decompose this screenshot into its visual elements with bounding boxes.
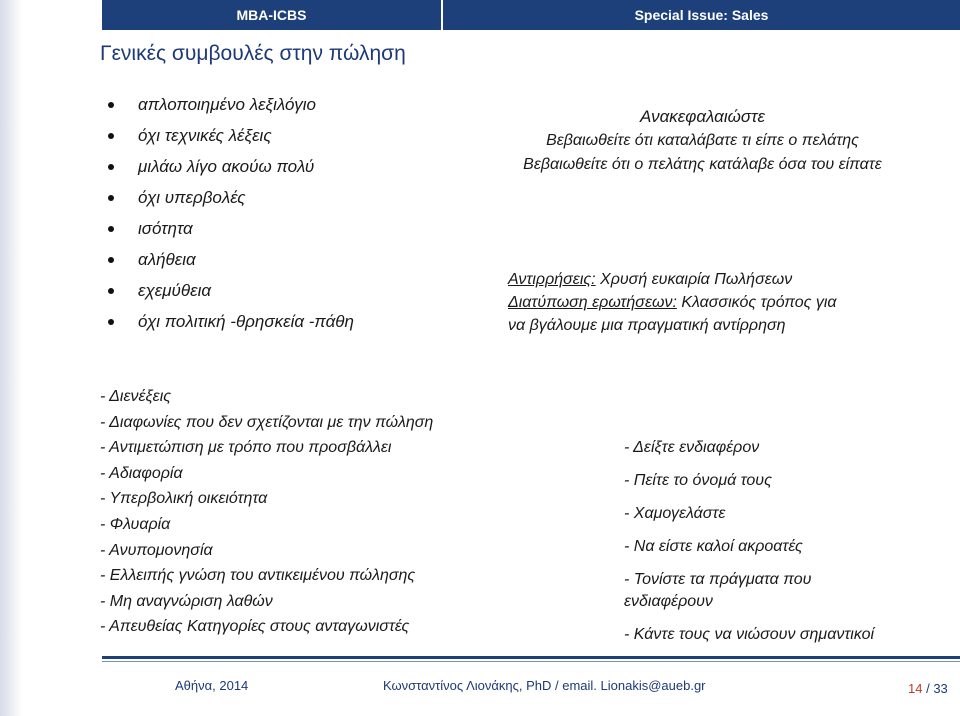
list-item: - Να είστε καλοί ακροατές [624,538,803,555]
list-item: ισότητα [108,218,354,249]
questions-label: Διατύπωση ερωτήσεων: [508,294,677,311]
left-edge-decoration [0,0,22,716]
list-item: - Διενέξεις [100,388,172,405]
questions-line-continued: να βγάλουμε μια πραγματική αντίρρηση [508,317,786,334]
footer-author: Κωνσταντίνος Λιονάκης, PhD / email. Lionakis@aueb.gr [383,678,706,693]
footer-divider-thin [102,661,960,662]
advice-bullet-list [108,94,354,342]
list-item: - Μη αναγνώριση λαθών [100,592,273,610]
list-item: - Χαμογελάστε [624,505,726,522]
list-item: απλοποιημένο λεξιλόγιο [108,94,354,125]
list-item: - Απευθείας Κατηγορίες στους ανταγωνιστές [100,618,410,636]
objections-text: Χρυσή ευκαιρία Πωλήσεων [595,271,793,288]
list-item: εχεμύθεια [108,280,354,311]
questions-text: Κλασσικός τρόπος για [676,294,837,311]
list-item: - Αντιμετώπιση με τρόπο που προσβάλλει [100,439,392,457]
page-title: Γενικές συμβουλές στην πώληση [100,42,406,65]
tips-list [624,437,954,646]
page-total: 33 [933,681,948,696]
list-item: - Υπερβολική οικειότητα [100,490,268,508]
header-left-bar [102,0,441,30]
recap-line: Βεβαιωθείτε ότι ο πελάτης κατάλαβε όσα του είπατε [523,156,882,173]
objections-label: Αντιρρήσεις: [508,271,596,288]
list-item: όχι υπερβολές [108,187,354,218]
list-item: όχι πολιτική -θρησκεία -πάθη [108,311,354,342]
list-item: - Διαφωνίες που δεν σχετίζονται με την πώληση [100,413,434,431]
recap-line: Βεβαιωθείτε ότι καταλάβατε τι είπε ο πελάτης [546,132,859,149]
header-right-label: Special Issue: Sales [634,7,769,23]
list-item: - Αδιαφορία [100,464,183,482]
page-current: 14 [908,681,923,696]
list-item: - Ελλειπής γνώση του αντικειμένου πώλησης [100,567,416,585]
footer-divider [102,656,960,659]
list-item: όχι τεχνικές λέξεις [108,125,354,156]
list-item: - Φλυαρία [100,515,171,533]
disagreements-list [100,386,433,642]
header-left-label: MBA-ICBS [236,7,307,23]
page-separator: / [922,681,934,696]
list-item: - Ανυπομονησία [100,541,213,559]
header-right-bar [443,0,960,30]
list-item: - Πείτε το όνομά τους [624,472,772,489]
list-item: μιλάω λίγο ακούω πολύ [108,156,354,187]
list-item: - Δείξτε ενδιαφέρον [624,439,760,456]
recap-title: Ανακεφαλαιώστε [640,107,765,126]
questions-line [508,291,837,314]
list-item: - Τονίστε τα πράγματα που ενδιαφέρουν [624,571,812,610]
footer-date: Αθήνα, 2014 [175,678,249,693]
page-number [908,681,948,696]
objections-line-1 [508,268,837,291]
list-item: - Κάντε τους να νιώσουν σημαντικοί [624,626,875,643]
list-item: αλήθεια [108,249,354,280]
recap-block [430,105,960,177]
objections-block [508,268,837,337]
